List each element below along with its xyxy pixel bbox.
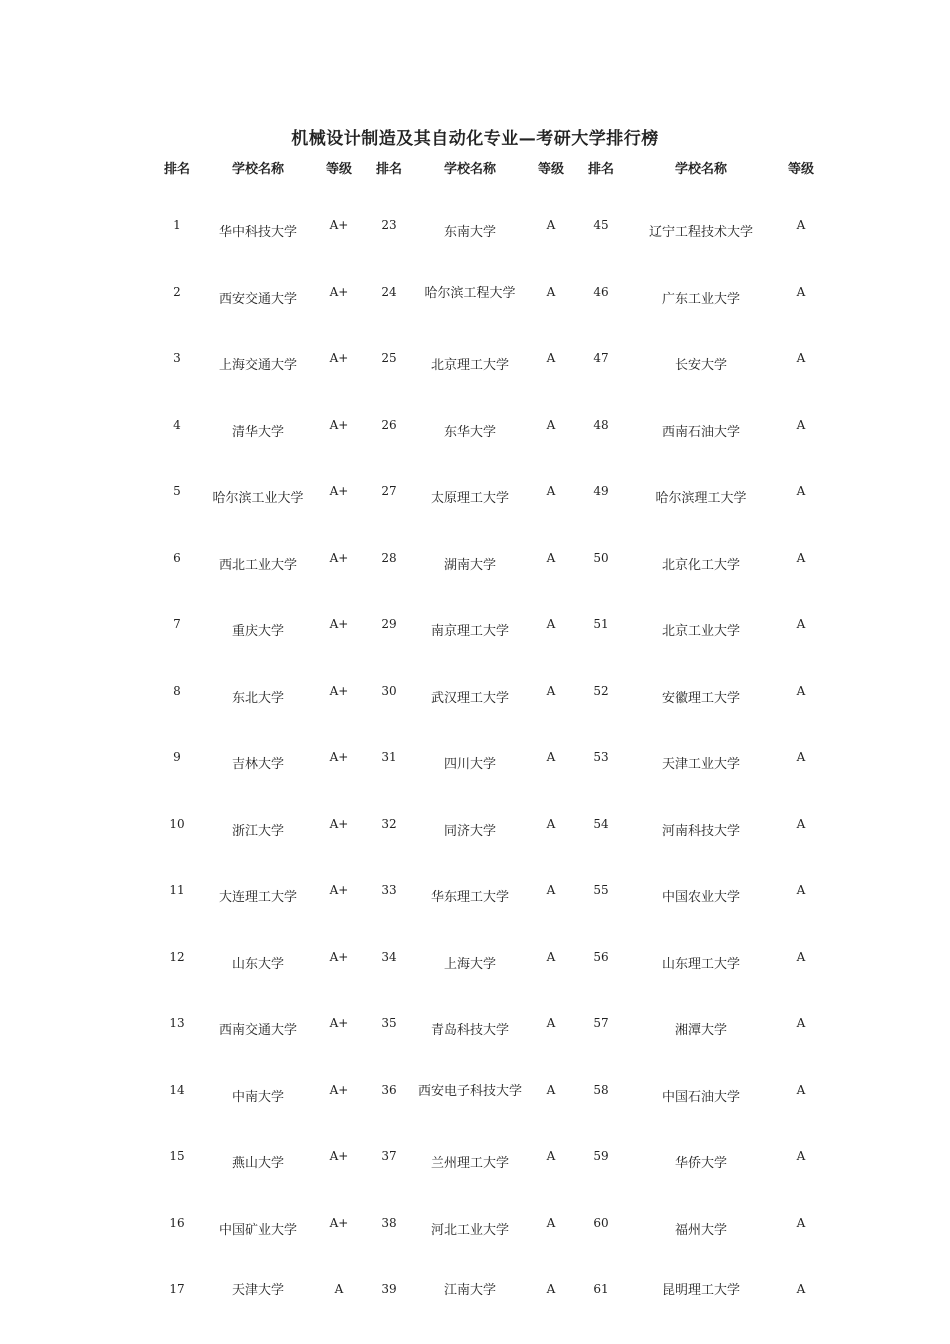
cell-grade: A [546,1282,556,1296]
header-school: 学校名称 [443,161,496,177]
cell-school: 华侨大学 [674,1156,727,1171]
cell-school: 青岛科技大学 [430,1023,509,1038]
cell-grade: A [546,1082,556,1097]
cell-school: 江南大学 [443,1283,496,1298]
cell-school: 中国农业大学 [661,890,740,905]
cell-grade: A+ [329,750,349,764]
cell-grade: A [546,683,556,698]
cell-rank: 36 [381,1082,397,1097]
cell-rank: 47 [593,351,609,365]
cell-rank: 38 [381,1215,397,1230]
cell-grade: A [796,484,806,498]
cell-grade: A [546,284,556,299]
table-row [152,415,826,482]
cell-school: 哈尔滨工业大学 [212,491,304,506]
cell-school: 浙江大学 [231,823,284,839]
cell-rank: 11 [169,883,185,897]
cell-school: 昆明理工大学 [661,1283,740,1298]
cell-school: 天津大学 [231,1283,284,1298]
cell-school: 太原理工大学 [430,491,509,506]
table-body [152,179,826,1311]
cell-grade: A [796,1082,806,1097]
cell-school: 河南科技大学 [661,823,740,839]
cell-rank: 51 [593,617,609,631]
cell-school: 北京化工大学 [661,557,740,573]
cell-grade: A+ [329,550,349,565]
cell-school: 中南大学 [231,1089,284,1105]
cell-grade: A [796,949,806,964]
cell-rank: 25 [381,351,397,365]
table-row [152,614,826,681]
cell-grade: A+ [329,883,349,897]
cell-grade: A [796,417,806,432]
table-row [152,1213,826,1280]
cell-school: 上海交通大学 [218,358,297,373]
cell-rank: 58 [593,1082,609,1097]
cell-rank: 4 [173,417,181,432]
cell-school: 四川大学 [443,757,496,772]
cell-rank: 54 [593,816,609,831]
cell-school: 山东大学 [231,956,284,972]
cell-rank: 26 [381,417,397,432]
table-row [152,215,826,282]
header-rank: 排名 [163,161,190,177]
cell-grade: A [796,550,806,565]
cell-rank: 1 [173,218,181,232]
cell-school: 南京理工大学 [430,624,509,639]
cell-school: 湘潭大学 [674,1023,727,1038]
cell-rank: 5 [173,484,181,498]
cell-school: 华东理工大学 [430,890,509,905]
cell-school: 广东工业大学 [661,291,740,307]
cell-school: 哈尔滨理工大学 [655,491,747,506]
cell-grade: A [796,683,806,698]
cell-rank: 15 [169,1149,185,1163]
page-title: 机械设计制造及其自动化专业—考研大学排行榜 [291,129,659,149]
cell-rank: 50 [593,550,609,565]
table-row [152,1279,826,1311]
cell-school: 东华大学 [443,424,496,440]
cell-rank: 8 [173,683,181,698]
cell-school: 河北工业大学 [430,1222,509,1238]
cell-school: 安徽理工大学 [661,690,740,706]
header-grade: 等级 [537,161,564,177]
cell-school: 北京理工大学 [430,358,509,373]
cell-rank: 23 [381,218,397,232]
cell-rank: 52 [593,683,609,698]
header-grade: 等级 [325,161,352,177]
cell-school: 辽宁工程技术大学 [648,225,753,240]
cell-rank: 24 [381,284,397,299]
cell-school: 吉林大学 [231,757,284,772]
cell-grade: A [546,351,556,365]
cell-school: 西南交通大学 [218,1023,297,1038]
table-row [152,1080,826,1147]
table-row [152,747,826,814]
cell-grade: A [546,1215,556,1230]
table-row [152,481,826,548]
cell-grade: A [546,1016,556,1030]
cell-school: 兰州理工大学 [430,1156,509,1171]
cell-school: 天津工业大学 [661,757,740,772]
cell-rank: 28 [381,550,397,565]
cell-school: 哈尔滨工程大学 [424,285,516,301]
table-row [152,282,826,349]
cell-grade: A+ [329,617,349,631]
cell-grade: A [796,816,806,831]
cell-grade: A+ [329,284,349,299]
cell-rank: 37 [381,1149,397,1163]
cell-rank: 14 [169,1082,185,1097]
cell-school: 上海大学 [443,956,496,972]
cell-rank: 35 [381,1016,397,1030]
cell-rank: 12 [169,949,185,964]
cell-school: 西安交通大学 [218,291,297,307]
cell-rank: 9 [173,750,181,764]
table-row [152,1013,826,1080]
table-row [152,814,826,881]
cell-school: 武汉理工大学 [430,690,509,706]
cell-grade: A [796,284,806,299]
cell-school: 山东理工大学 [661,956,740,972]
table-row [152,681,826,748]
cell-grade: A [546,883,556,897]
cell-school: 西南石油大学 [661,424,740,440]
cell-grade: A [546,218,556,232]
cell-rank: 48 [593,417,609,432]
cell-rank: 27 [381,484,397,498]
cell-school: 燕山大学 [231,1156,284,1171]
header-row [152,155,826,179]
cell-grade: A [796,883,806,897]
cell-rank: 29 [381,617,397,631]
cell-rank: 7 [173,617,181,631]
cell-grade: A+ [329,1215,349,1230]
cell-school: 东南大学 [443,225,496,240]
cell-grade: A [796,750,806,764]
cell-rank: 10 [169,816,185,831]
table-row [152,1146,826,1213]
header-grade: 等级 [787,161,814,177]
cell-rank: 17 [169,1282,185,1296]
cell-rank: 3 [173,351,181,365]
cell-grade: A+ [329,683,349,698]
table-row [152,947,826,1014]
cell-rank: 39 [381,1282,397,1296]
cell-grade: A+ [329,351,349,365]
ranking-table [152,155,826,1311]
cell-school: 华中科技大学 [218,225,297,240]
cell-grade: A [796,1215,806,1230]
cell-grade: A [546,750,556,764]
cell-rank: 31 [381,750,397,764]
spacer-row [152,179,826,215]
cell-grade: A [796,1282,806,1296]
cell-rank: 6 [173,550,181,565]
cell-school: 北京工业大学 [661,624,740,639]
cell-grade: A [796,351,806,365]
cell-grade: A [546,417,556,432]
table-row [152,348,826,415]
cell-rank: 59 [593,1149,609,1163]
cell-grade: A [796,218,806,232]
cell-school: 大连理工大学 [218,890,297,905]
header-school: 学校名称 [674,161,727,177]
cell-grade: A [796,1016,806,1030]
cell-grade: A+ [329,218,349,232]
cell-grade: A+ [329,484,349,498]
cell-school: 同济大学 [443,823,496,839]
cell-grade: A [334,1282,344,1296]
cell-school: 东北大学 [231,690,284,706]
cell-school: 西北工业大学 [218,557,297,573]
cell-rank: 2 [173,284,181,299]
table-row [152,548,826,615]
cell-school: 湖南大学 [443,557,496,573]
cell-grade: A [546,550,556,565]
cell-grade: A+ [329,816,349,831]
cell-rank: 57 [593,1016,609,1030]
cell-school: 福州大学 [674,1222,727,1238]
cell-rank: 61 [593,1282,609,1296]
cell-grade: A [796,617,806,631]
cell-rank: 49 [593,484,609,498]
cell-grade: A [546,617,556,631]
cell-rank: 60 [593,1215,609,1230]
header-rank: 排名 [375,161,402,177]
table-row [152,880,826,947]
cell-grade: A [796,1149,806,1163]
header-rank: 排名 [587,161,614,177]
cell-grade: A [546,949,556,964]
cell-rank: 56 [593,949,609,964]
cell-rank: 16 [169,1215,185,1230]
cell-grade: A [546,484,556,498]
cell-school: 西安电子科技大学 [417,1083,522,1099]
cell-school: 长安大学 [674,358,727,373]
cell-grade: A+ [329,1149,349,1163]
cell-grade: A+ [329,1082,349,1097]
cell-rank: 33 [381,883,397,897]
cell-grade: A+ [329,417,349,432]
cell-grade: A [546,1149,556,1163]
cell-grade: A+ [329,1016,349,1030]
cell-rank: 13 [169,1016,185,1030]
cell-school: 重庆大学 [231,624,284,639]
cell-rank: 30 [381,683,397,698]
cell-rank: 32 [381,816,397,831]
cell-school: 中国石油大学 [661,1089,740,1105]
cell-rank: 46 [593,284,609,299]
cell-rank: 55 [593,883,609,897]
cell-school: 清华大学 [231,424,284,440]
cell-rank: 34 [381,949,397,964]
cell-school: 中国矿业大学 [218,1222,297,1238]
cell-rank: 53 [593,750,609,764]
cell-grade: A [546,816,556,831]
cell-rank: 45 [593,218,609,232]
header-school: 学校名称 [231,161,284,177]
cell-grade: A+ [329,949,349,964]
